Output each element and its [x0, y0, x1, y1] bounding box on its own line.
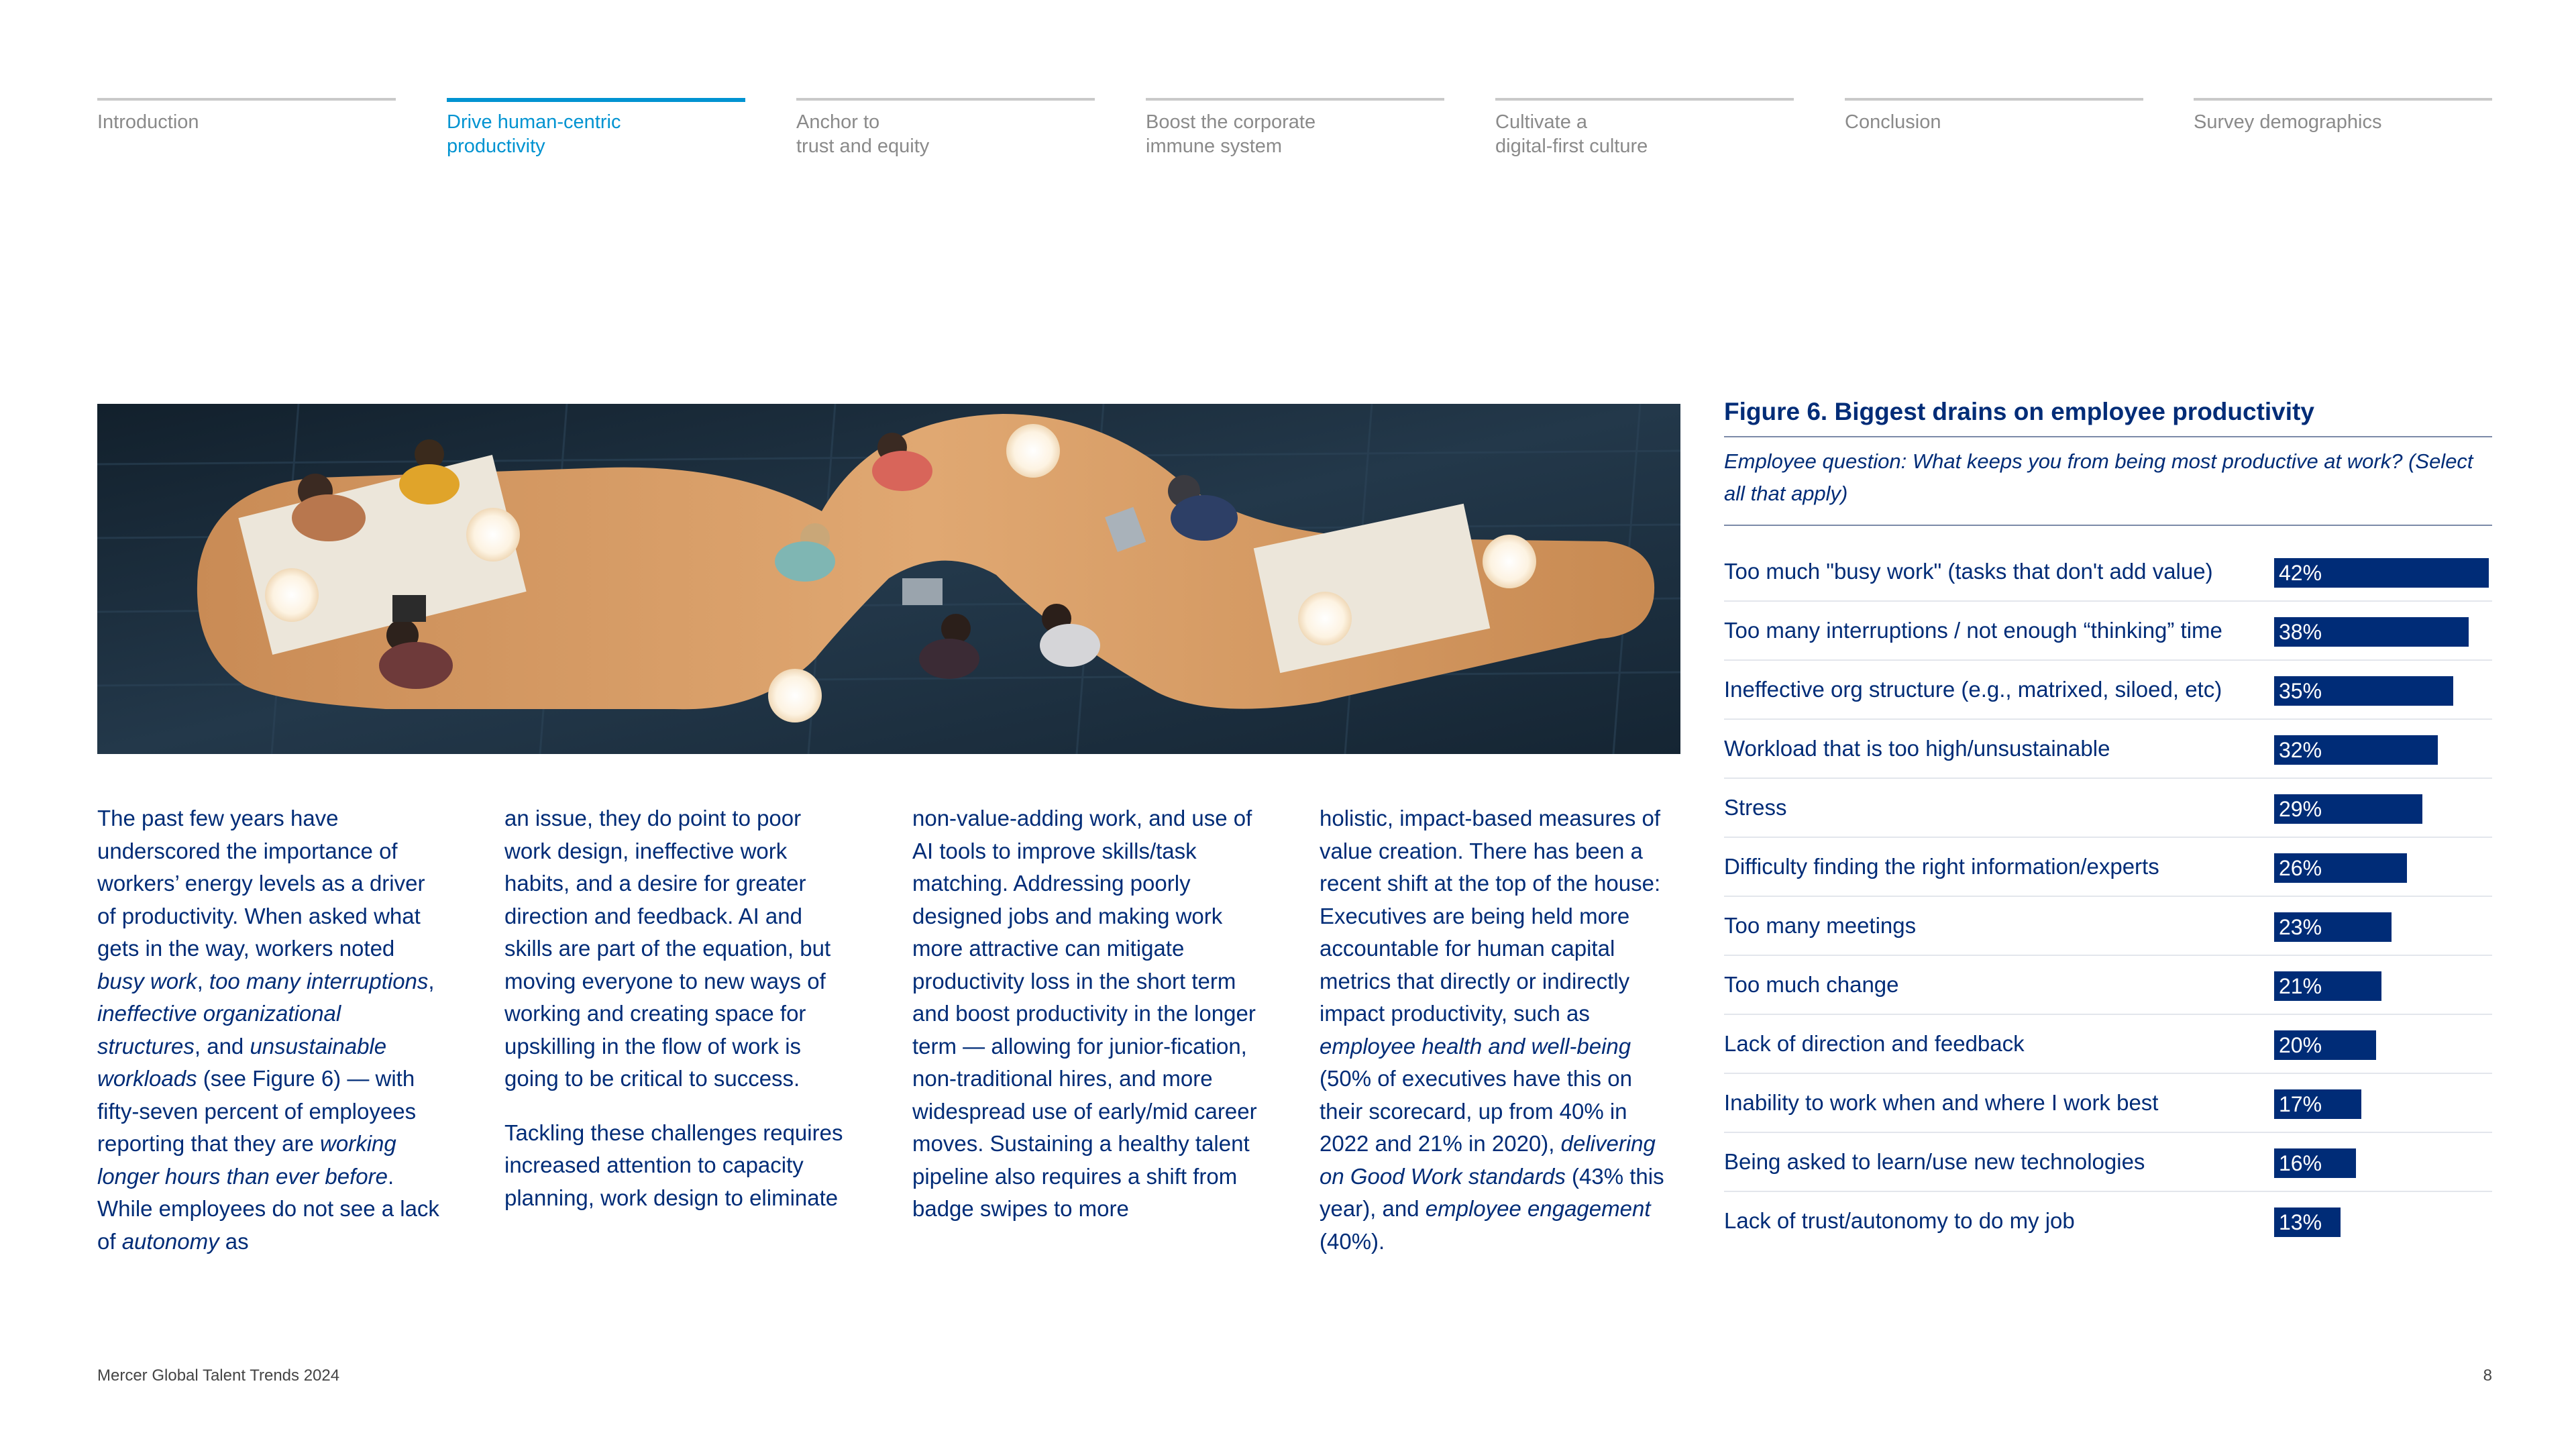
bar-value-label: 26% — [2279, 856, 2322, 880]
footer-publication: Mercer Global Talent Trends 2024 — [97, 1366, 340, 1385]
category-label: Too many interruptions / not enough “thinking” time — [1724, 618, 2222, 643]
chart-row — [1724, 1074, 2492, 1133]
nav-tab-label: Introduction — [97, 111, 199, 133]
chart-row — [1724, 779, 2492, 838]
text-run: The past few years have underscored the importance of workers’ energy levels as a driver of productivity. When asked what gets in the way, workers noted — [97, 806, 425, 961]
category-label: Ineffective org structure (e.g., matrixed, siloed, etc) — [1724, 677, 2222, 702]
body-column-4 — [1320, 802, 1668, 1258]
body-column-3 — [912, 802, 1261, 1226]
chart-row — [1724, 1192, 2492, 1250]
bar-value-label: 17% — [2279, 1092, 2322, 1116]
nav-tab-drive-human-centric-productivity[interactable] — [447, 98, 745, 158]
bar-value-label: 20% — [2279, 1033, 2322, 1057]
text-run-italic: employee engagement — [1425, 1196, 1651, 1221]
text-run-italic: unsustainable workloads — [97, 1033, 387, 1091]
nav-tab-boost-immune-system[interactable] — [1146, 98, 1444, 158]
bar-value-label: 38% — [2279, 620, 2322, 644]
body-column-1 — [97, 802, 446, 1258]
nav-tab-label: Conclusion — [1845, 111, 1941, 133]
office-table-illustration — [97, 404, 1680, 754]
bar — [2274, 676, 2453, 706]
chart-row — [1724, 1015, 2492, 1074]
figure-6 — [1724, 396, 2492, 1250]
bar-value-label: 32% — [2279, 738, 2322, 762]
text-run: , — [428, 968, 435, 994]
bar-value-label: 29% — [2279, 797, 2322, 821]
nav-tab-anchor-to-trust[interactable] — [796, 98, 1095, 158]
body-paragraph: an issue, they do point to poor work design, ineffective work habits, and a desire for greater direction and feedback. AI and skills are part of the equation, but moving everyone to new ways of working and creating space for upskilling in the flow of work is going to be critical to success. — [504, 806, 831, 1091]
bar — [2274, 794, 2422, 824]
nav-tab-label: Cultivate a digital-first culture — [1495, 111, 1648, 157]
bar — [2274, 735, 2438, 765]
figure-title: Figure 6. Biggest drains on employee productivity — [1724, 396, 2492, 437]
category-label: Too much "busy work" (tasks that don't add value) — [1724, 559, 2213, 584]
bar-value-label: 42% — [2279, 561, 2322, 585]
nav-tab-label: Survey demographics — [2194, 111, 2382, 133]
category-label: Too many meetings — [1724, 913, 1917, 938]
bar — [2274, 1208, 2341, 1237]
nav-tab-survey-demographics[interactable] — [2194, 98, 2492, 134]
nav-tab-conclusion[interactable] — [1845, 98, 2143, 134]
hero-photo — [97, 404, 1680, 754]
category-label: Too much change — [1724, 972, 1899, 997]
bar-value-label: 16% — [2279, 1151, 2322, 1175]
category-label: Lack of trust/autonomy to do my job — [1724, 1208, 2075, 1233]
category-label: Being asked to learn/use new technologies — [1724, 1149, 2145, 1174]
chart-row — [1724, 897, 2492, 956]
text-run-italic: ineffective organizational structures — [97, 1001, 341, 1059]
text-run: as — [219, 1228, 249, 1254]
chart-row — [1724, 838, 2492, 897]
bar-chart — [1724, 543, 2492, 1250]
bar — [2274, 912, 2392, 942]
page-number: 8 — [2483, 1366, 2492, 1385]
body-paragraph — [1320, 802, 1668, 1258]
nav-tab-digital-first-culture[interactable] — [1495, 98, 1794, 158]
section-nav — [97, 98, 2492, 178]
text-run-italic: busy work — [97, 968, 197, 994]
category-label: Stress — [1724, 795, 1787, 820]
figure-subtitle: Employee question: What keeps you from being most productive at work? (Select all that apply) — [1724, 437, 2492, 526]
category-label: Lack of direction and feedback — [1724, 1031, 2025, 1056]
nav-tab-introduction[interactable] — [97, 98, 396, 134]
text-run: , — [197, 968, 209, 994]
chart-row — [1724, 956, 2492, 1015]
text-run: (50% of executives have this on their scorecard, up from 40% in 2022 and 21% in 2020), — [1320, 1066, 1632, 1156]
category-label: Difficulty finding the right information/experts — [1724, 854, 2159, 879]
text-run-italic: working longer hours than ever before — [97, 1131, 396, 1189]
nav-tab-label: Boost the corporate immune system — [1146, 111, 1316, 157]
body-paragraph: Tackling these challenges requires increased attention to capacity planning, work design to eliminate — [504, 1120, 843, 1210]
bar — [2274, 853, 2407, 883]
text-run: (see Figure 6) — with fifty-seven percent of employees reporting that they are — [97, 1066, 417, 1156]
bar-value-label: 13% — [2279, 1210, 2322, 1234]
bar — [2274, 1148, 2356, 1178]
text-run: . While employees do not see a lack of — [97, 1163, 439, 1254]
bar — [2274, 558, 2489, 588]
bar — [2274, 971, 2381, 1001]
bar-value-label: 23% — [2279, 915, 2322, 939]
bar — [2274, 617, 2469, 647]
bar — [2274, 1089, 2361, 1119]
chart-row — [1724, 1133, 2492, 1192]
category-label: Workload that is too high/unsustainable — [1724, 736, 2110, 761]
nav-tab-label: Anchor to trust and equity — [796, 111, 930, 157]
bar-value-label: 35% — [2279, 679, 2322, 703]
chart-row — [1724, 661, 2492, 720]
text-run: (43% this year), and — [1320, 1163, 1664, 1221]
bar — [2274, 1030, 2376, 1060]
text-run: , and — [194, 1033, 250, 1059]
text-run: (40%). — [1320, 1228, 1385, 1254]
chart-row — [1724, 720, 2492, 779]
category-label: Inability to work when and where I work best — [1724, 1090, 2159, 1115]
body-paragraph: non-value-adding work, and use of AI tools to improve skills/task matching. Addressing poorly designed jobs and making work more attractive can mitigate productivity loss in the short term and boost productivity in the longer term — allowing for junior-fication, non-traditional hires, and more widespread use of early/mid career moves. Sustaining a healthy talent pipeline also requires a shift from badge swipes to more — [912, 806, 1257, 1221]
body-paragraph — [97, 802, 446, 1258]
text-run-italic: autonomy — [121, 1228, 219, 1254]
body-column-2 — [504, 802, 853, 1214]
text-run-italic: delivering on Good Work standards — [1320, 1131, 1656, 1189]
bar-value-label: 21% — [2279, 974, 2322, 998]
text-run-italic: too many interruptions — [209, 968, 429, 994]
nav-tab-label: Drive human-centric productivity — [447, 111, 621, 157]
text-run: holistic, impact-based measures of value creation. There has been a recent shift at the top of the house: Executives are being held more accountable for human capital metrics that directly or indirectly impact productivity, such as — [1320, 806, 1661, 1026]
text-run-italic: employee health and well-being — [1320, 1033, 1631, 1059]
chart-row — [1724, 543, 2492, 602]
chart-row — [1724, 602, 2492, 661]
